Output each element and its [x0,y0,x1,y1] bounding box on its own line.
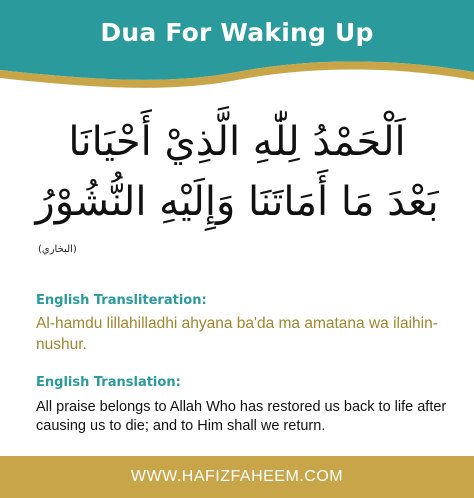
transliteration-label: English Transliteration: [36,293,207,308]
website-link[interactable]: WWW.HAFIZFAHEEM.COM [130,468,344,485]
arabic-dua-line-2: بَعْدَ مَا أَمَاتَنَا وَإِلَيْهِ النُّشُوْرُ [35,179,439,225]
hadith-source: (البخاري) [38,244,77,255]
translation-label: English Translation: [36,375,181,390]
arabic-dua-line-1: اَلْحَمْدُ لِلّٰهِ الَّذِيْ أَحْيَانَا [68,119,406,165]
transliteration-text: Al-hamdu lillahilladhi ahyana ba'da ma amatana wa ilaihin-nushur. [36,315,438,353]
footer-bar [0,456,474,498]
translation-text: All praise belongs to Allah Who has restored us back to life after causing us to die; and to Him shall we return. [36,399,447,434]
page-title: Dua For Waking Up [100,18,374,47]
header-banner [0,0,474,92]
